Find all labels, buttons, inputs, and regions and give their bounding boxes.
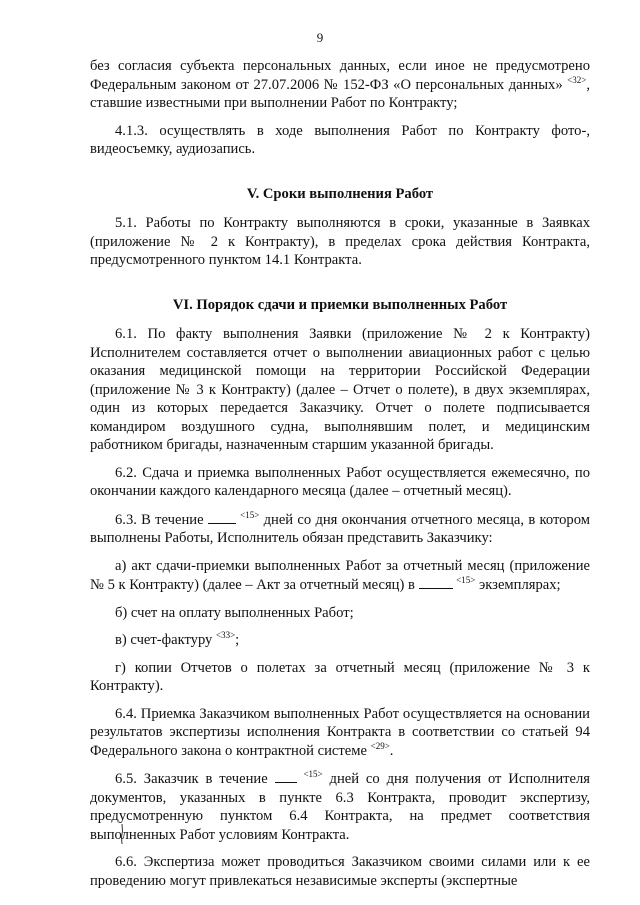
footnote-ref: <32> (567, 74, 587, 85)
paragraph-6-3: 6.3. В течение $^{<15>}$ дней со дня окончания отчетного месяца, в котором выполнены Работы, Исполнитель обязан представить Заказчику: (90, 509, 590, 546)
footnote-ref: <15> (456, 575, 476, 585)
paragraph-6-1: 6.1. По факту выполнения Заявки (приложение № 2 к Контракту) Исполнителем составляется отчет о выполнении авиационных работ с целью оказания медицинской помощи на территории Российской Федерации (приложение № 3 к Контракту) (далее – Отчет о полете), в двух экземплярах, один из которых передается Заказчику. Отчет о полете подписывается командиром воздушного судна, выполнявшим полет, и медицинским работником бригады, назначенным старшим указанной бригады. (90, 326, 590, 453)
paragraph-6-5: 6.5. Заказчик в течение $^{<15>}$ дней со дня получения от Исполнителя документов, указанных в пункте 6.3 Контракта, проводит экспертизу, предусмотренную пунктом 6.4 Контракта, на предмет соответствия выполненных Работ условиям Контракта. (90, 769, 590, 843)
paragraph-6-2: 6.2. Сдача и приемка выполненных Работ осуществляется ежемесячно, по окончании каждого календарного месяца (далее – отчетный месяц). (90, 464, 590, 499)
blank-field (208, 510, 236, 524)
section-heading-v: V. Сроки выполнения Работ (246, 185, 434, 202)
blank-field (419, 575, 453, 589)
paragraph-6-4: 6.4. Приемка Заказчиком выполненных Работ осуществляется на основании результатов экспертизы исполнения Контракта в соответствии со статьей 94 Федерального закона о контрактной системе $^{<29>}$. (90, 705, 590, 759)
paragraph-4-1-3: 4.1.3. осуществлять в ходе выполнения Работ по Контракту фото-, видеосъемку, аудиозапись. (90, 122, 590, 157)
footnote-ref: <29> (370, 740, 390, 751)
paragraph-6-3-a: а) акт сдачи-приемки выполненных Работ за отчетный месяц (приложение № 5 к Контракту) (далее – Акт за отчетный месяц) в $^{<15>}$ экземплярах; (90, 557, 590, 593)
paragraph-6-3-g: г) копии Отчетов о полетах за отчетный месяц (приложение № 3 к Контракту). (90, 659, 590, 694)
page-number: 9 (316, 30, 324, 45)
paragraph-6-3-v: в) счет-фактуру $^{<33>}$; (115, 630, 240, 648)
paragraph-5-1: 5.1. Работы по Контракту выполняются в сроки, указанные в Заявках (приложение № 2 к Контракту), в пределах срока действия Контракта, предусмотренного пунктом 14.1 Контракта. (90, 215, 590, 268)
footnote-ref: <33> (216, 630, 236, 640)
footnote-ref: <15> (303, 769, 323, 779)
section-heading-vi: VI. Порядок сдачи и приемки выполненных Работ (172, 296, 508, 313)
document-body (90, 57, 590, 899)
pen-mark-icon (119, 823, 125, 845)
paragraph-6-6: 6.6. Экспертиза может проводиться Заказчиком своими силами или к ее проведению могут привлекаться независимые эксперты (экспертные (90, 854, 590, 889)
blank-field (275, 769, 297, 783)
paragraph-6-3-b: б) счет на оплату выполненных Работ; (115, 604, 354, 621)
footnote-ref: <15> (240, 509, 260, 520)
paragraph-personal-data: без согласия субъекта персональных данных, если иное не предусмотрено Федеральным законом от 27.07.2006 № 152-ФЗ «О персональных данных» $^{<32>}$, ставшие известными при выполнении Работ по Контракту; (90, 58, 590, 111)
